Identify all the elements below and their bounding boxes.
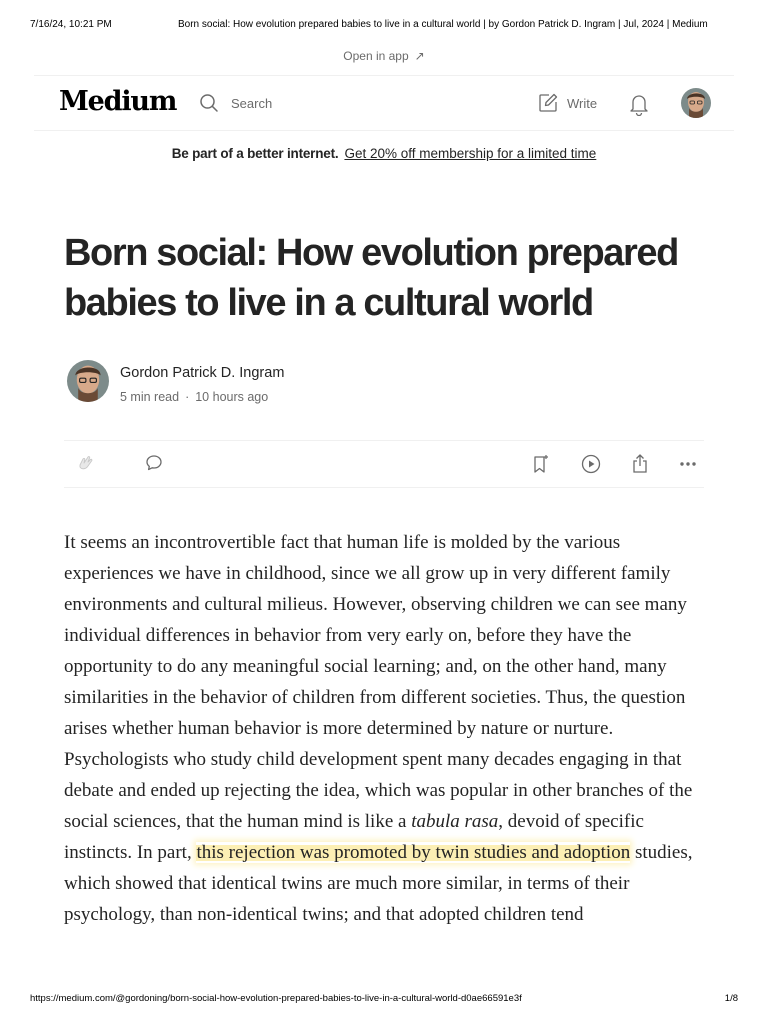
author-name[interactable]: Gordon Patrick D. Ingram [120,365,285,381]
published-time: 10 hours ago [195,390,269,404]
clap-icon[interactable] [74,453,96,475]
membership-promo [0,146,768,161]
promo-text: Be part of a better internet. [171,146,339,161]
print-url: https://medium.com/@gordoning/born-social-how-evolution-prepared-babies-to-live-in-a-cultural-world-d0ae66591e3f [30,993,522,1004]
divider [34,75,734,76]
paragraph-text: studies, which showed that identical twins are much more similar, in terms of their psychology, than non-identical twins; and that adopted children tend [64,842,693,925]
top-nav [0,78,768,130]
write-button[interactable] [537,92,597,114]
medium-logo[interactable]: Medium [59,86,177,117]
comment-icon[interactable] [144,453,164,473]
divider [64,487,704,488]
arrow-up-right-icon: ↗ [414,49,425,63]
bell-icon[interactable] [628,92,650,116]
divider [34,130,734,131]
open-in-app-label: Open in app [343,49,409,63]
promo-link[interactable]: Get 20% off membership for a limited time [344,146,597,161]
emphasis-text: tabula rasa [411,811,499,832]
article-title: Born social: How evolution prepared babies to live in a cultural world [64,232,678,324]
paragraph-text: , devoid of specific instincts. In part, [64,811,644,863]
article-paragraph [64,527,714,930]
bookmark-icon[interactable] [531,453,551,475]
article-actions-bar [64,441,704,487]
highlighted-text[interactable]: this rejection was promoted by twin studies and adoption [196,842,631,863]
print-page-number: 1/8 [724,993,738,1004]
print-document-title: Born social: How evolution prepared babies to live in a cultural world | by Gordon Patrick D. Ingram | Jul, 2024 | Medium [178,19,708,30]
print-timestamp: 7/16/24, 10:21 PM [30,19,112,30]
more-icon[interactable] [678,453,698,475]
article-meta [120,390,268,404]
share-icon[interactable] [630,453,650,475]
search-button[interactable] [199,93,272,113]
avatar[interactable] [681,88,711,118]
write-label: Write [567,95,598,111]
search-label: Search [231,95,273,111]
author-avatar[interactable] [67,360,109,402]
paragraph-text: It seems an incontrovertible fact that human life is molded by the various experiences we have in childhood, since we all grow up in very different family environments and cultural milieus. However, observing children we can see many individual differences in behavior from very early on, before they have the opportunity to do any meaningful social learning; and, on the other hand, many similarities in the behavior of children from different societies. Thus, the question arises whether human behavior is more determined by nature or nurture. Psychologists who study child development spent many decades engaging in that debate and ended up rejecting the idea, which was popular in other branches of the social sciences, that the human mind is like a [64,532,693,832]
play-icon[interactable] [580,453,602,475]
write-icon [537,92,559,114]
search-icon [199,93,219,113]
open-in-app-link[interactable] [0,49,768,63]
meta-separator: · [185,390,190,404]
read-time: 5 min read [120,390,180,404]
